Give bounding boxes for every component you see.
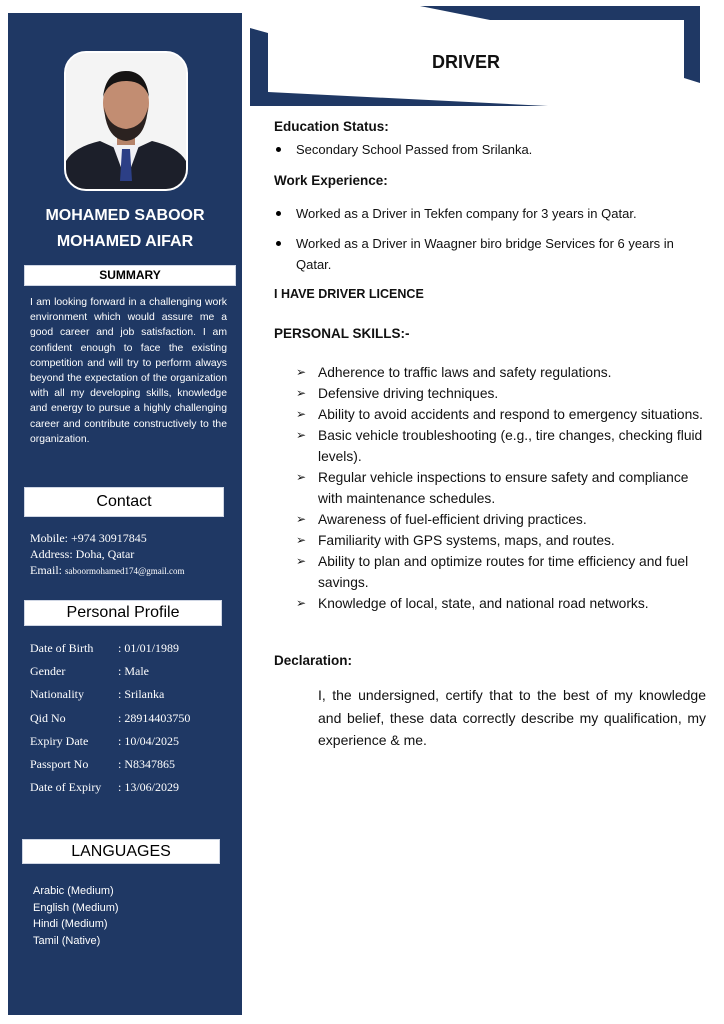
contact-email-row [30,562,185,579]
profile-row [30,660,190,683]
arrow-bullet-icon: ➢ [296,470,307,484]
profile-row [30,637,190,660]
skill-text: Regular vehicle inspections to ensure safety and compliance with maintenance schedules. [318,470,689,506]
skill-item [274,530,710,551]
job-title: DRIVER [431,52,500,72]
language-item: Hindi (Medium) [33,918,108,930]
licence-statement: I HAVE DRIVER LICENCE [274,287,424,301]
arrow-bullet-icon: ➢ [296,428,307,442]
profile-row [30,683,190,706]
personal-profile-heading: Personal Profile [24,600,222,626]
arrow-bullet-icon: ➢ [296,365,307,379]
profile-key: Passport No [30,756,89,771]
profile-value: : 10/04/2025 [118,733,180,748]
personal-profile-table [30,637,190,799]
email-label: Email: [30,563,65,577]
contact-address: Address: Doha, Qatar [30,547,135,561]
skill-item [274,551,710,593]
declaration-text: I, the undersigned, certify that to the best of my knowledge and belief, these data correctly describe my qualification, my experience & me. [318,687,706,748]
skill-item [274,362,710,383]
summary-text: I am looking forward in a challenging work environment which would assure me a good career and job satisfaction. I am confident enough to face the existing competition and will try to perform always beyond the expectation of the organization with all my developing skills, knowledge and energy to pursue a highly challenging career and contribute constructively to the organization. [30,297,227,445]
education-item: Secondary School Passed from Srilanka. [296,139,686,160]
profile-key: Gender [30,664,66,679]
work-heading: Work Experience: [274,173,388,188]
arrow-bullet-icon: ➢ [296,596,307,610]
summary-heading: SUMMARY [24,265,236,286]
skill-item [274,383,710,404]
arrow-bullet-icon: ➢ [296,512,307,526]
skills-list [274,362,710,614]
education-heading: Education Status: [274,119,389,134]
skill-item [274,425,710,467]
work-item: Worked as a Driver in Waagner biro bridge Services for 6 years in Qatar. [296,233,686,275]
profile-value: : 13/06/2029 [118,780,180,795]
profile-row [30,753,190,776]
profile-key: Nationality [30,687,84,702]
name-line-2: MOHAMED AIFAR [56,233,194,250]
profile-row [30,776,190,799]
sidebar [8,13,242,1015]
profile-value: : Srilanka [118,687,165,702]
skill-item [274,404,710,425]
profile-value: : N8347865 [118,756,175,771]
skill-text: Defensive driving techniques. [318,386,499,401]
skills-heading: PERSONAL SKILLS:- [274,326,410,341]
contact-heading: Contact [24,487,224,517]
skill-text: Familiarity with GPS systems, maps, and routes. [318,533,615,548]
profile-key: Date of Expiry [30,780,102,795]
profile-value: : Male [118,664,149,679]
declaration-heading: Declaration: [274,653,353,668]
contact-email[interactable]: saboormohamed174@gmail.com [65,566,185,576]
skill-text: Awareness of fuel-efficient driving practices. [318,512,587,527]
skill-text: Ability to avoid accidents and respond to emergency situations. [318,407,703,422]
language-item: Arabic (Medium) [33,885,114,897]
language-item: Tamil (Native) [33,934,101,947]
candidate-name [8,203,242,255]
work-item: Worked as a Driver in Tekfen company for 3 years in Qatar. [296,203,686,224]
skill-text: Adherence to traffic laws and safety regulations. [318,365,612,380]
skill-text: Knowledge of local, state, and national road networks. [318,596,649,611]
profile-row [30,730,190,753]
skill-text: Ability to plan and optimize routes for time efficiency and fuel savings. [318,554,689,590]
contact-details [30,530,185,579]
arrow-bullet-icon: ➢ [296,554,307,568]
arrow-bullet-icon: ➢ [296,407,307,421]
skill-item [274,467,710,509]
profile-key: Expiry Date [30,733,89,748]
profile-row [30,707,190,730]
skill-item [274,509,710,530]
languages-heading: LANGUAGES [22,839,220,864]
profile-value: : 01/01/1989 [118,641,180,655]
language-item: English (Medium) [33,901,119,914]
profile-key: Date of Birth [30,641,94,655]
profile-photo [64,51,188,191]
skill-text: Basic vehicle troubleshooting (e.g., tire changes, checking fluid levels). [318,428,703,464]
languages-list [33,883,119,949]
profile-key: Qid No [30,710,66,725]
arrow-bullet-icon: ➢ [296,386,307,400]
skill-item [274,593,710,614]
contact-mobile: Mobile: +974 30917845 [30,531,147,545]
name-line-1: MOHAMED SABOOR [45,207,205,224]
arrow-bullet-icon: ➢ [296,533,307,547]
profile-value: : 28914403750 [118,710,191,725]
